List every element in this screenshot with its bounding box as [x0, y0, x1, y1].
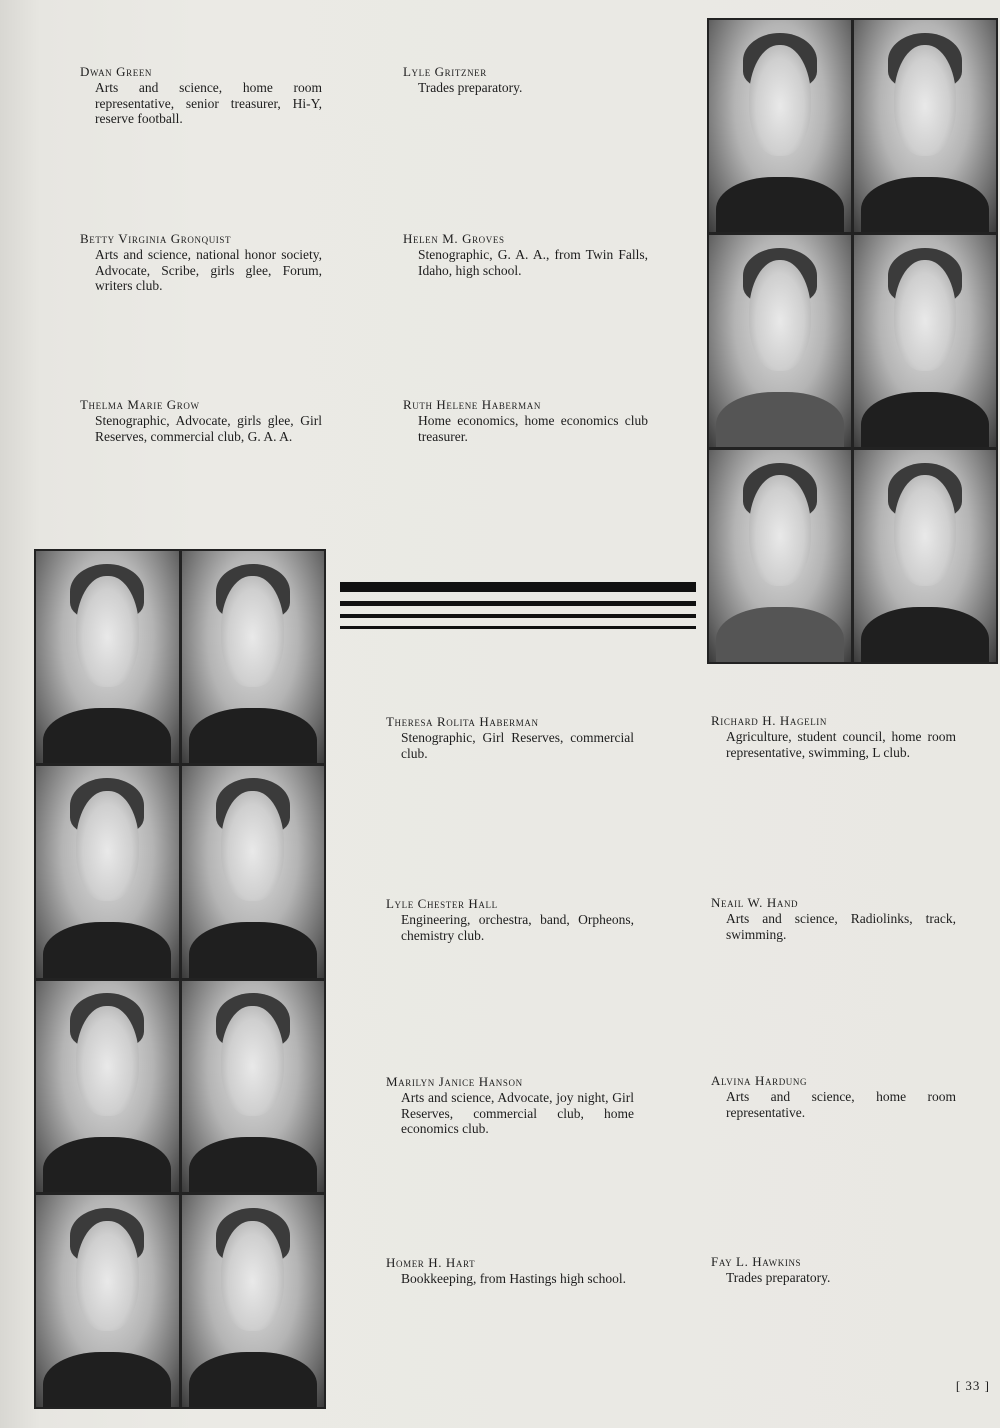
decorative-rule — [340, 614, 696, 618]
entry-fay-hawkins — [711, 1254, 956, 1286]
student-description: Trades preparatory. — [418, 80, 523, 95]
student-description: Bookkeeping, from Hastings high school. — [401, 1271, 626, 1286]
entry-richard-hagelin — [711, 713, 956, 760]
student-photo — [36, 981, 179, 1193]
entry-ruth-haberman — [403, 397, 648, 444]
student-photo — [182, 1195, 325, 1407]
student-name: Helen M. Groves — [403, 231, 505, 246]
student-name: Marilyn Janice Hanson — [386, 1074, 523, 1089]
student-description: Agriculture, student council, home room representative, swimming, L club. — [726, 729, 956, 760]
student-photo — [182, 981, 325, 1193]
student-description: Stenographic, Advocate, girls glee, Girl Reserves, commercial club, G. A. A. — [95, 413, 322, 444]
student-name: Lyle Gritzner — [403, 64, 487, 79]
entry-lyle-gritzner — [403, 64, 648, 96]
student-photo — [182, 551, 325, 763]
page-number: [ 33 ] — [955, 1378, 990, 1393]
student-name: Richard H. Hagelin — [711, 713, 827, 728]
photo-grid-top-right — [707, 18, 998, 664]
student-description: Stenographic, Girl Reserves, commercial club. — [401, 730, 634, 761]
decorative-rule — [340, 582, 696, 592]
student-photo — [36, 1195, 179, 1407]
student-description: Arts and science, Radiolinks, track, swimming. — [726, 911, 956, 942]
entry-homer-hart — [386, 1255, 634, 1287]
entry-helen-groves — [403, 231, 648, 278]
student-name: Ruth Helene Haberman — [403, 397, 541, 412]
entry-theresa-haberman — [386, 714, 634, 761]
photo-grid-bottom-left — [34, 549, 326, 1409]
entry-marilyn-hanson — [386, 1074, 634, 1137]
student-photo — [709, 235, 851, 447]
student-name: Neail W. Hand — [711, 895, 799, 910]
entry-betty-gronquist — [80, 231, 322, 294]
student-description: Arts and science, home room representative. — [726, 1089, 956, 1120]
student-name: Lyle Chester Hall — [386, 896, 498, 911]
student-name: Thelma Marie Grow — [80, 397, 200, 412]
student-photo — [36, 766, 179, 978]
student-photo — [709, 20, 851, 232]
student-description: Arts and science, Advocate, joy night, Girl Reserves, commercial club, home economics club. — [401, 1090, 634, 1136]
student-photo — [36, 551, 179, 763]
student-description: Arts and science, national honor society, Advocate, Scribe, girls glee, Forum, writers club. — [95, 247, 322, 293]
decorative-rule — [340, 626, 696, 629]
student-name: Theresa Rolita Haberman — [386, 714, 539, 729]
student-photo — [182, 766, 325, 978]
student-description: Trades preparatory. — [726, 1270, 831, 1285]
decorative-rule — [340, 601, 696, 606]
student-photo — [854, 450, 996, 662]
student-name: Fay L. Hawkins — [711, 1254, 802, 1269]
student-description: Home economics, home economics club treasurer. — [418, 413, 648, 444]
entry-dwan-green — [80, 64, 322, 127]
entry-alvina-hardung — [711, 1073, 956, 1120]
student-photo — [854, 20, 996, 232]
entry-neail-hand — [711, 895, 956, 942]
entry-lyle-hall — [386, 896, 634, 943]
entry-thelma-grow — [80, 397, 322, 444]
student-name: Dwan Green — [80, 64, 153, 79]
student-description: Stenographic, G. A. A., from Twin Falls, Idaho, high school. — [418, 247, 648, 278]
student-description: Arts and science, home room representative, senior treasurer, Hi-Y, reserve football. — [95, 80, 322, 126]
student-name: Alvina Hardung — [711, 1073, 808, 1088]
student-description: Engineering, orchestra, band, Orpheons, chemistry club. — [401, 912, 634, 943]
student-name: Betty Virginia Gronquist — [80, 231, 232, 246]
student-photo — [854, 235, 996, 447]
student-name: Homer H. Hart — [386, 1255, 476, 1270]
student-photo — [709, 450, 851, 662]
